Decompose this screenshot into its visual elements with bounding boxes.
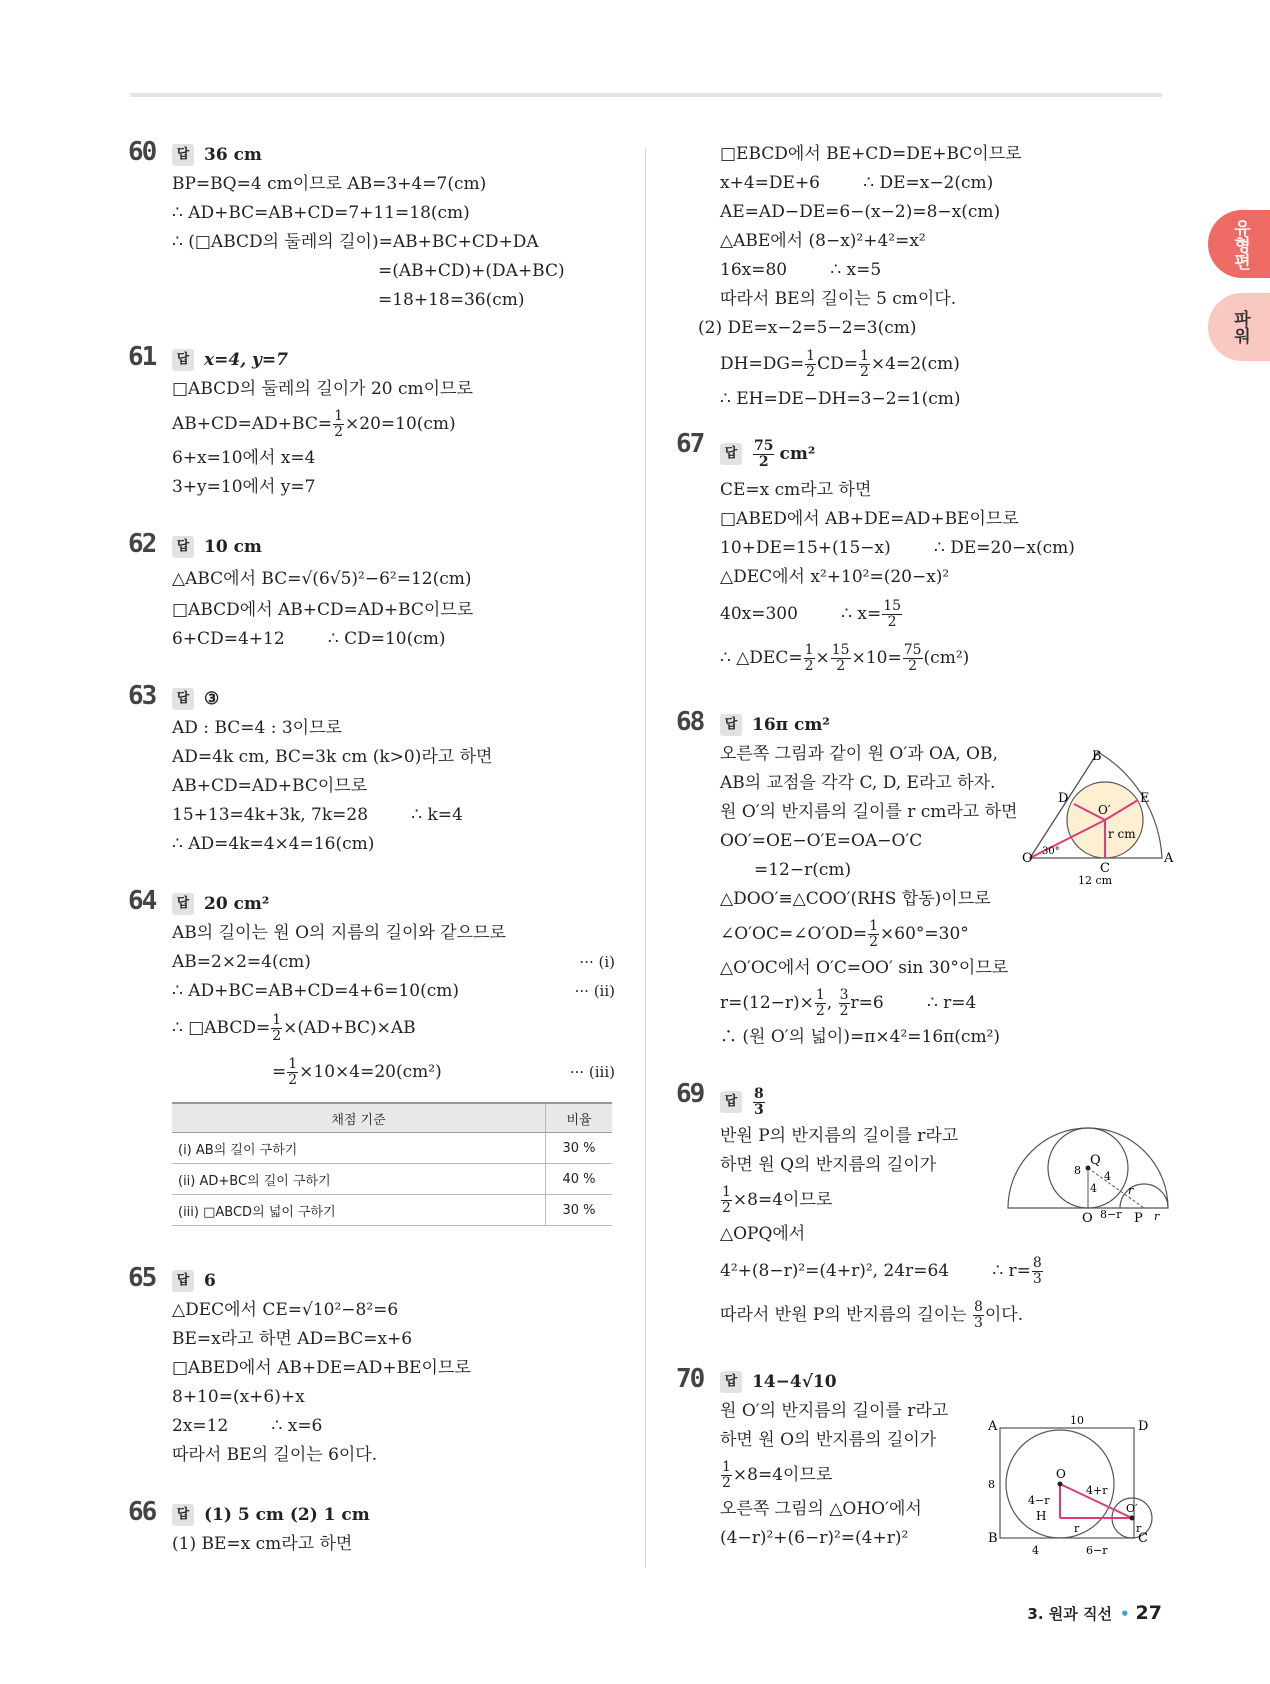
solution-line: (4−r)²+(6−r)²=(4+r)² [720,1528,909,1548]
answer-fraction: $\frac{8}{3}$ [754,1085,764,1118]
problem-61 [128,342,623,502]
bullet-icon: • [1119,1605,1130,1623]
answer-badge: 답 [720,1091,742,1113]
answer-line [172,345,623,375]
fraction: $\frac{8}{3}$ [1032,1255,1042,1287]
solution-line: 오른쪽 그림의 △OHO′에서 [720,1499,922,1519]
solution-line: =12−r(cm) [754,860,852,880]
solution-line: 따라서 BE의 길이는 6이다. [172,1445,378,1465]
label-4: 4 [1032,1544,1039,1557]
solution-line: DH=DG= $\frac{1}{2}$ CD= $\frac{1}{2}$ ×4=2(cm) [720,348,960,380]
solution-line: AE=AD−DE=6−(x−2)=8−x(cm) [720,202,1001,222]
problem-number: 67 [676,429,704,459]
answer-line [172,889,623,919]
answer: 6 [204,1271,216,1291]
solution-line: □EBCD에서 BE+CD=DE+BC이므로 [720,144,1022,164]
problem-60 [128,137,623,315]
label-h: H [1036,1509,1047,1523]
problem-62 [128,529,623,654]
solution-line: □ABCD에서 AB+CD=AD+BC이므로 [172,600,474,620]
solution-line: BE=x라고 하면 AD=BC=x+6 [172,1329,413,1349]
problem-number: 66 [128,1497,156,1527]
fraction: $\frac{1}{2}$ [722,1459,731,1491]
solution-line: □ABED에서 AB+DE=AD+BE이므로 [172,1358,471,1378]
problem-number: 68 [676,707,704,737]
answer: 16π cm² [752,715,830,735]
answer: (1) 5 cm (2) 1 cm [204,1505,370,1525]
text: ×20=10(cm) [345,414,456,434]
answer-badge: 답 [172,893,194,915]
column-divider [645,148,646,1568]
label-o-prime: O′ [1126,1502,1138,1515]
figure-70 [986,1408,1170,1562]
solution-line: △O′OC에서 O′C=OO′ sin 30°이므로 [720,958,1009,978]
problem-number: 62 [128,529,156,559]
table-header: 채점 기준 [172,1103,546,1133]
label-o: O [1056,1467,1066,1481]
label-b: B [988,1531,998,1546]
solution-line: (1) BE=x cm라고 하면 [172,1534,353,1554]
solution-line: ∴ AD+BC=AB+CD=7+11=18(cm) [172,203,470,223]
solution-line: ∴ (□ABCD의 둘레의 길이)=AB+BC+CD+DA [172,232,539,252]
solution-line: ∠O′OC=∠O′OD= $\frac{1}{2}$ ×60°=30° [720,918,969,950]
label-q: Q [1090,1153,1101,1168]
figure-69 [1004,1128,1170,1226]
solution-line: AB+CD=AD+BC이므로 [172,776,368,796]
solution-line: △DEC에서 x²+10²=(20−x)² [720,567,950,587]
label-r: r cm [1108,827,1136,841]
fraction: $\frac{3}{2}$ [839,987,849,1019]
answer: 20 cm² [204,894,270,914]
solution-line: 6+x=10에서 x=4 [172,448,316,468]
answer-badge: 답 [172,349,194,371]
figure-68 [1022,748,1172,888]
answer: ③ [204,689,220,709]
solution-line: 10+DE=15+(15−x) ∴ DE=20−x(cm) [720,538,1075,558]
label-r: r [1074,1522,1080,1535]
problem-67 [676,429,1171,680]
solution-line: △DOO′≡△COO′(RHS 합동)이므로 [720,889,991,909]
solution-line: $\frac{1}{2}$ ×8=4이므로 [722,1184,833,1216]
fraction: $\frac{1}{2}$ [806,348,816,380]
problem-65 [128,1263,623,1470]
answer-badge: 답 [172,536,194,558]
solution-line: AD : BC=4 : 3이므로 [172,718,342,738]
fraction: $\frac{1}{2}$ [859,348,869,380]
fraction: $\frac{1}{2}$ [288,1056,298,1088]
top-rule [130,93,1162,97]
label-a: A [1164,851,1174,866]
answer-badge: 답 [172,144,194,166]
answer-badge: 답 [172,688,194,710]
fraction: $\frac{75}{2}$ [903,642,922,674]
text: AB+CD=AD+BC= [172,414,333,434]
fraction: $\frac{8}{3}$ [973,1299,983,1331]
label-c: C [1100,861,1110,876]
problem-64 [128,886,623,1226]
problem-66 [128,1497,623,1559]
solution-line: ∴ AD+BC=AB+CD=4+6=10(cm) ··· (ii) [172,981,615,1001]
solution-line: △ABE에서 (8−x)²+4²=x² [720,231,926,251]
fraction: $\frac{15}{2}$ [831,642,850,674]
label-4-r: 4−r [1028,1494,1050,1507]
label-p: P [1134,1211,1143,1226]
solution-line: AB의 교점을 각각 C, D, E라고 하자. [720,773,996,793]
answer-line [720,1367,1171,1397]
label-o: O [1022,851,1033,866]
answer-line: 답 $\frac{75}{2}$ cm² [720,432,1171,476]
solution-line: △DEC에서 CE=√10²−8²=6 [172,1300,399,1320]
solution-line: 40x=300 ∴ x= $\frac{15}{2}$ [720,598,902,630]
solution-line: △OPQ에서 [720,1224,806,1244]
solution-line: □ABCD의 둘레의 길이가 20 cm이므로 [172,379,473,399]
page-number: 27 [1135,1602,1162,1624]
answer: x=4, y=7 [204,350,288,370]
solution-line: CE=x cm라고 하면 [720,480,872,500]
answer-line [172,684,623,714]
solution-line: 4²+(8−r)²=(4+r)², 24r=64 ∴ r= $\frac{8}{3}$ [720,1255,1042,1287]
answer-line [172,532,623,562]
solution-line: 오른쪽 그림과 같이 원 O′과 OA, OB, [720,744,998,764]
label-8: 8 [1074,1164,1081,1177]
solution-line: ∴ △DEC= $\frac{1}{2}$ × $\frac{15}{2}$ ×10= $\frac{75}{2}$ (cm²) [720,642,970,674]
solution-line: = $\frac{1}{2}$ ×10×4=20(cm²) ··· (iii) [272,1056,615,1088]
solution-line [172,404,623,444]
solution-line: 원 O′의 반지름의 길이를 r cm라고 하면 [720,802,1018,822]
label-c: C [1138,1531,1148,1546]
answer: 14−4√10 [752,1372,837,1392]
solution-line: 15+13=4k+3k, 7k=28 ∴ k=4 [172,805,463,825]
label-4a: 4 [1104,1170,1111,1183]
label-r2: r [1136,1522,1142,1535]
answer-line [172,1266,623,1296]
table-header: 비율 [546,1103,613,1133]
solution-line: ∴ AD=4k=4×4=16(cm) [172,834,375,854]
answer-badge: 답 [172,1270,194,1292]
problem-number: 70 [676,1364,704,1394]
solution-line: x+4=DE+6 ∴ DE=x−2(cm) [720,173,994,193]
solution-line: AB의 길이는 원 O의 지름의 길이와 같으므로 [172,923,506,943]
problem-number: 65 [128,1263,156,1293]
fraction: $\frac{1}{2}$ [815,987,825,1019]
solution-line: 따라서 BE의 길이는 5 cm이다. [720,289,957,309]
solution-line: $\frac{1}{2}$ ×8=4이므로 [722,1459,833,1491]
problem-number: 61 [128,342,156,372]
tab-power-section[interactable]: 파워 [1208,293,1270,361]
solution-line: (2) DE=x−2=5−2=3(cm) [698,318,917,338]
label-d: D [1058,791,1069,806]
problem-63 [128,681,623,859]
solution-line: =(AB+CD)+(DA+BC) [378,261,565,281]
problem-number: 60 [128,137,156,167]
problem-66-continued [676,140,1171,414]
solution-line: 6+CD=4+12 ∴ CD=10(cm) [172,629,446,649]
solution-line: 원 O′의 반지름의 길이를 r라고 [720,1401,949,1421]
left-column [128,137,623,1589]
page-footer [1027,1602,1162,1624]
solution-line: 2x=12 ∴ x=6 [172,1416,323,1436]
solution-line: 하면 원 O의 반지름의 길이가 [720,1430,937,1450]
fraction: $\frac{1}{2}$ [334,408,344,440]
point-o [1058,1482,1063,1487]
problem-number: 69 [676,1079,704,1109]
label-angle: 30° [1042,846,1060,857]
problem-number: 63 [128,681,156,711]
tab-type-section[interactable]: 유형편 [1208,210,1270,278]
answer-badge: 답 [720,1371,742,1393]
problem-number: 64 [128,886,156,916]
solution-line: 따라서 반원 P의 반지름의 길이는 $\frac{8}{3}$ 이다. [720,1299,1024,1331]
solution-line: BP=BQ=4 cm이므로 AB=3+4=7(cm) [172,174,487,194]
fraction: $\frac{15}{2}$ [883,598,902,630]
chapter-title: 3. 원과 직선 [1027,1605,1112,1623]
answer-badge: 답 [720,714,742,736]
solution-line: 하면 원 Q의 반지름의 길이가 [720,1155,937,1175]
solution-line: △ABC에서 BC=√(6√5)²−6²=12(cm) [172,569,472,589]
solution-line: 3+y=10에서 y=7 [172,477,316,497]
solution-line: 8+10=(x+6)+x [172,1387,305,1407]
solution-line: ∴ (원 O′의 넓이)=π×4²=16π(cm²) [720,1027,1001,1047]
solution-line: OO′=OE−O′E=OA−O′C [720,831,923,851]
label-10: 10 [1070,1414,1084,1427]
solution-line: AB=2×2=4(cm) ··· (i) [172,952,615,972]
answer-fraction: $\frac{75}{2}$ [754,437,774,470]
label-4b: 4 [1090,1182,1097,1195]
label-r: r [1128,1184,1134,1197]
point-o-prime [1130,1516,1135,1521]
solution-line: 반원 P의 반지름의 길이를 r라고 [720,1126,959,1146]
label-8: 8 [988,1478,995,1491]
table-row: (iii) □ABCD의 넓이 구하기 30 % [172,1195,612,1226]
label-8-r: 8−r [1100,1208,1122,1221]
table-row: (ii) AD+BC의 길이 구하기 40 % [172,1164,612,1195]
answer-line [172,140,623,170]
answer: 10 cm [204,537,262,557]
label-a: A [988,1419,998,1434]
label-d: D [1138,1419,1149,1434]
label-4+r: 4+r [1086,1484,1108,1497]
answer-line [172,1500,623,1530]
solution-line: =18+18=36(cm) [378,290,525,310]
solution-line: □ABED에서 AB+DE=AD+BE이므로 [720,509,1019,529]
label-e: E [1140,791,1150,806]
solution-line: AD=4k cm, BC=3k cm (k>0)라고 하면 [172,747,493,767]
answer: 36 cm [204,145,262,165]
solution-line: ∴ EH=DE−DH=3−2=1(cm) [720,389,961,409]
label-b: B [1092,749,1102,764]
label-6-r: 6−r [1086,1544,1108,1557]
solution-line: ∴ □ABCD= $\frac{1}{2}$ ×(AD+BC)×AB [172,1012,416,1044]
label-o-prime: O′ [1098,803,1111,817]
solution-line: r=(12−r)× $\frac{1}{2}$ , $\frac{3}{2}$ r=6 ∴ r=4 [720,987,977,1019]
grading-table [172,1102,612,1226]
answer-badge: 답 [720,443,742,465]
answer-badge: 답 [172,1504,194,1526]
fraction: $\frac{1}{2}$ [722,1184,731,1216]
label-length: 12 cm [1078,874,1113,887]
fraction: $\frac{1}{2}$ [272,1012,282,1044]
fraction: $\frac{1}{2}$ [804,642,814,674]
answer-line [720,710,1171,740]
solution-line: 16x=80 ∴ x=5 [720,260,882,280]
table-row: (i) AB의 길이 구하기 30 % [172,1133,612,1164]
fraction: $\frac{1}{2}$ [869,918,879,950]
label-r2: r [1154,1210,1160,1223]
label-o: O [1082,1211,1093,1226]
answer-line [720,1082,1171,1122]
